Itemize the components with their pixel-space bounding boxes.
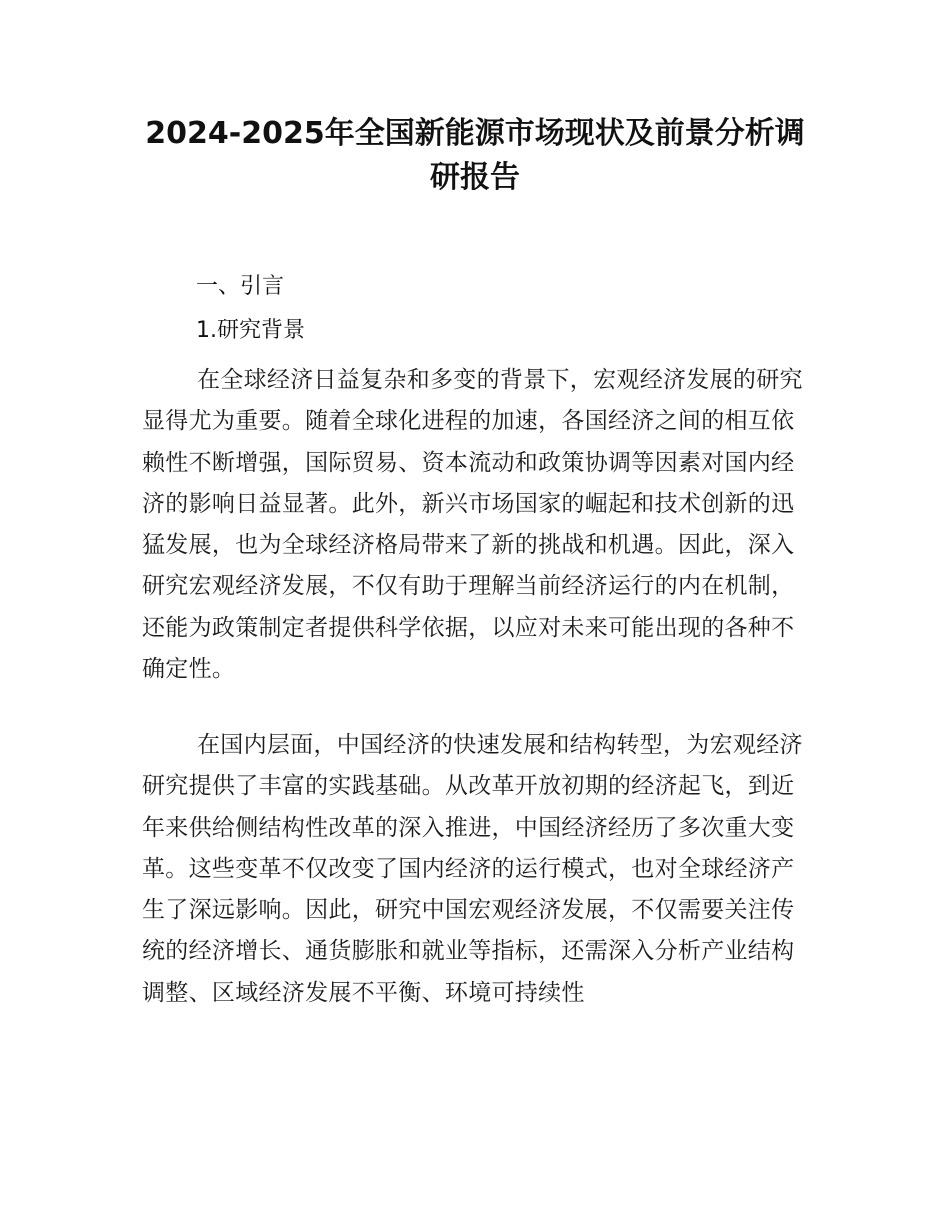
section-heading: 一、引言 xyxy=(196,274,285,299)
title-line-2: 研报告 xyxy=(430,160,520,195)
document-title xyxy=(120,112,830,200)
subsection-heading: 1.研究背景 xyxy=(196,318,305,343)
paragraph-2-text: 在国内层面，中国经济的快速发展和结构转型，为宏观经济研究提供了丰富的实践基础。从改革开放初期的经济起飞，到近年来供给侧结构性改革的深入推进，中国经济经历了多次重大变革。这些变革不仅改变了国内经济的运行模式，也对全球经济产生了深远影响。因此，研究中国宏观经济发展，不仅需要关注传统的经济增长、通货膨胀和就业等指标，还需深入分析产业结构调整、区域经济发展不平衡、环境可持续性 xyxy=(142,732,803,1006)
paragraph-2 xyxy=(142,725,810,1014)
paragraph-1-text: 在全球经济日益复杂和多变的背景下，宏观经济发展的研究显得尤为重要。随着全球化进程的加速，各国经济之间的相互依赖性不断增强，国际贸易、资本流动和政策协调等因素对国内经济的影响日益显著。此外，新兴市场国家的崛起和技术创新的迅猛发展，也为全球经济格局带来了新的挑战和机遇。因此，深入研究宏观经济发展，不仅有助于理解当前经济运行的内在机制，还能为政策制定者提供科学依据，以应对未来可能出现的各种不确定性。 xyxy=(142,367,803,683)
paragraph-1 xyxy=(142,360,810,690)
title-line-1: 2024-2025年全国新能源市场现状及前景分析调 xyxy=(145,116,805,151)
